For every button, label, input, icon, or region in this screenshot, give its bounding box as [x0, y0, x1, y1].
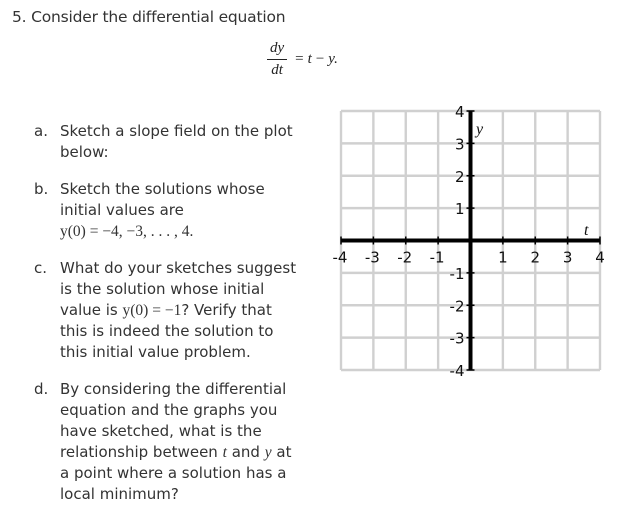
part-text: [60, 179, 300, 242]
part-label: a.: [34, 122, 48, 140]
y-axis-label: y: [476, 121, 484, 138]
part-text-before: By considering the differential equation and the graphs you have sketched, what is the relationship between: [60, 380, 287, 461]
y-tick-label: 4: [454, 103, 465, 121]
part-text-after: ? Verify that this is indeed the solution to this initial value problem.: [60, 301, 274, 361]
part-d: [34, 379, 304, 505]
x-axis-label: t: [584, 222, 589, 239]
t-tick-label: -4: [332, 248, 348, 267]
part-text-before: What do your sketches suggest is the solution whose initial value is: [60, 259, 297, 319]
y-tick-label: -4: [449, 362, 465, 380]
derivative-fraction: [267, 40, 287, 79]
rhs-t: t: [307, 51, 312, 67]
slope-field-plot[interactable]: [330, 100, 615, 385]
initial-values-math: y(0) = −4, −3, . . . , 4.: [60, 223, 194, 240]
var-y: y: [264, 444, 272, 461]
axes: [341, 111, 600, 370]
part-label: b.: [34, 180, 49, 198]
problem-intro: 5. Consider the differential equation: [12, 8, 286, 26]
differential-equation: [267, 40, 338, 79]
y-tick-label: -2: [449, 297, 465, 316]
t-tick-label: 2: [530, 248, 541, 267]
equals-sign: =: [295, 51, 304, 67]
y-tick-label: 2: [454, 167, 465, 186]
t-tick-label: -2: [397, 248, 413, 267]
t-tick-label: -1: [429, 248, 445, 267]
y-tick-label: -1: [449, 264, 465, 283]
part-text: Sketch a slope field on the plot below:: [60, 122, 293, 161]
part-a: [34, 121, 304, 163]
problem-parts: [34, 121, 304, 521]
y-tick-label: -3: [449, 329, 465, 348]
part-text: [60, 258, 300, 363]
minus-sign: −: [315, 51, 325, 67]
y-tick-label: 3: [454, 135, 465, 154]
part-label: d.: [34, 380, 49, 398]
initial-value-math: y(0) = −1: [122, 302, 182, 319]
part-text: [60, 379, 300, 505]
fraction-denominator: dt: [271, 62, 283, 78]
rhs-y: y.: [328, 51, 338, 67]
part-b: [34, 179, 304, 242]
t-tick-label: -3: [364, 248, 380, 267]
t-tick-label: 4: [595, 248, 605, 267]
part-label: c.: [34, 259, 48, 277]
fraction-numerator: dy: [267, 40, 287, 60]
var-t: t: [222, 444, 227, 461]
t-tick-label: 1: [498, 248, 508, 267]
part-text-before: Sketch the solutions whose initial values are: [60, 180, 265, 219]
part-text-after: at a point where a solution has a local minimum?: [60, 443, 292, 503]
part-c: [34, 258, 304, 363]
y-tick-label: 1: [454, 200, 465, 219]
t-tick-label: 3: [562, 248, 573, 267]
part-text-mid: and: [231, 443, 260, 461]
